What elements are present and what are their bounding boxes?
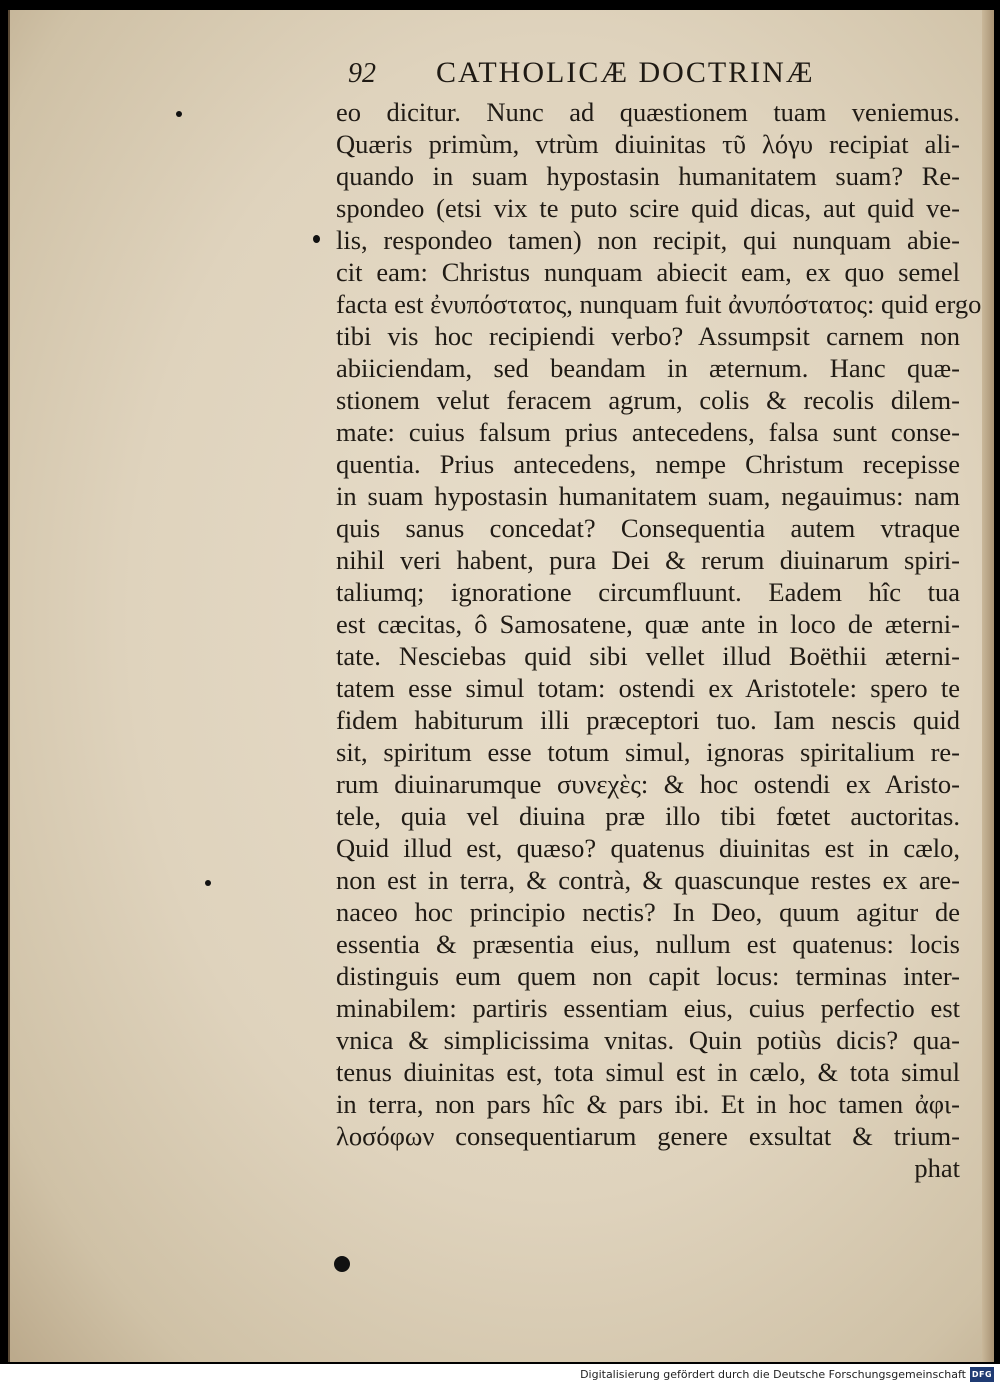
text-line: cit eam: Christus nunquam abiecit eam, ex quo semel bbox=[336, 257, 960, 287]
page-edge-shadow bbox=[982, 10, 994, 1362]
catchword: phat bbox=[914, 1153, 960, 1183]
text-line: taliumq; ignoratione circumfluunt. Eadem hîc tua bbox=[336, 577, 960, 607]
text-line: tenus diuinitas est, tota simul est in cælo, & tota simul bbox=[336, 1057, 960, 1087]
text-line: Quid illud est, quæso? quatenus diuinitas est in cælo, bbox=[336, 833, 960, 863]
text-line: λοσόφων consequentiarum genere exsultat & trium- bbox=[336, 1121, 960, 1151]
text-line: minabilem: partiris essentiam eius, cuius perfectio est bbox=[336, 993, 960, 1023]
text-line: tibi vis hoc recipiendi verbo? Assumpsit carnem non bbox=[336, 321, 960, 351]
text-line: non est in terra, & contrà, & quascunque restes ex are- bbox=[336, 865, 960, 895]
text-line: tele, quia vel diuina præ illo tibi fœtet auctoritas. bbox=[336, 801, 960, 831]
ink-spot bbox=[334, 1256, 350, 1272]
ink-spot bbox=[313, 235, 320, 243]
text-line: quentia. Prius antecedens, nempe Christum recepisse bbox=[336, 449, 960, 479]
text-line: essentia & præsentia eius, nullum est quatenus: locis bbox=[336, 929, 960, 959]
text-line: eo dicitur. Nunc ad quæstionem tuam veniemus. bbox=[336, 97, 960, 127]
running-head: CATHOLICÆ DOCTRINÆ bbox=[436, 56, 815, 89]
text-line: lis, respondeo tamen) non recipit, qui nunquam abie- bbox=[336, 225, 960, 255]
digitization-footer bbox=[0, 1364, 1000, 1388]
text-line: mate: cuius falsum prius antecedens, falsa sunt conse- bbox=[336, 417, 960, 447]
page-header bbox=[340, 56, 960, 96]
text-line: nihil veri habent, pura Dei & rerum diuinarum spiri- bbox=[336, 545, 960, 575]
text-line: distinguis eum quem non capit locus: terminas inter- bbox=[336, 961, 960, 991]
text-line: naceo hoc principio nectis? In Deo, quum agitur de bbox=[336, 897, 960, 927]
text-line: rum diuinarumque συνεχὲς: & hoc ostendi ex Aristo- bbox=[336, 769, 960, 799]
text-line: quando in suam hypostasin humanitatem suam? Re- bbox=[336, 161, 960, 191]
text-line: stionem velut feracem agrum, colis & recolis dilem- bbox=[336, 385, 960, 415]
funding-credit: Digitalisierung gefördert durch die Deutsche Forschungsgemeinschaft bbox=[580, 1368, 966, 1381]
text-line: fidem habiturum illi præceptori tuo. Iam nescis quid bbox=[336, 705, 960, 735]
text-line: abiiciendam, sed beandam in æternum. Hanc quæ- bbox=[336, 353, 960, 383]
ink-spot bbox=[176, 111, 182, 117]
text-line: facta est ἐνυπόστατος, nunquam fuit ἀνυπόστατος: quid ergo bbox=[336, 289, 982, 319]
text-line: est cæcitas, ô Samosatene, quæ ante in loco de æterni- bbox=[336, 609, 960, 639]
text-line: vnica & simplicissima vnitas. Quin potiùs dicis? qua- bbox=[336, 1025, 960, 1055]
text-line: spondeo (etsi vix te puto scire quid dicas, aut quid ve- bbox=[336, 193, 960, 223]
text-line: in suam hypostasin humanitatem suam, negauimus: nam bbox=[336, 481, 960, 511]
text-line: sit, spiritum esse totum simul, ignoras spiritalium re- bbox=[336, 737, 960, 767]
text-line: in terra, non pars hîc & pars ibi. Et in hoc tamen ἀφι- bbox=[336, 1089, 960, 1119]
ink-spot bbox=[205, 880, 211, 886]
page-number: 92 bbox=[348, 58, 376, 89]
body-text bbox=[336, 96, 982, 1184]
text-line: tatem esse simul totam: ostendi ex Aristotele: spero te bbox=[336, 673, 960, 703]
book-page bbox=[8, 10, 994, 1362]
text-line: tate. Nesciebas quid sibi vellet illud Boëthii æterni- bbox=[336, 641, 960, 671]
dfg-logo: DFG bbox=[970, 1367, 994, 1382]
text-line: quis sanus concedat? Consequentia autem vtraque bbox=[336, 513, 960, 543]
text-line: Quæris primùm, vtrùm diuinitas τῦ λόγυ recipiat ali- bbox=[336, 129, 960, 159]
